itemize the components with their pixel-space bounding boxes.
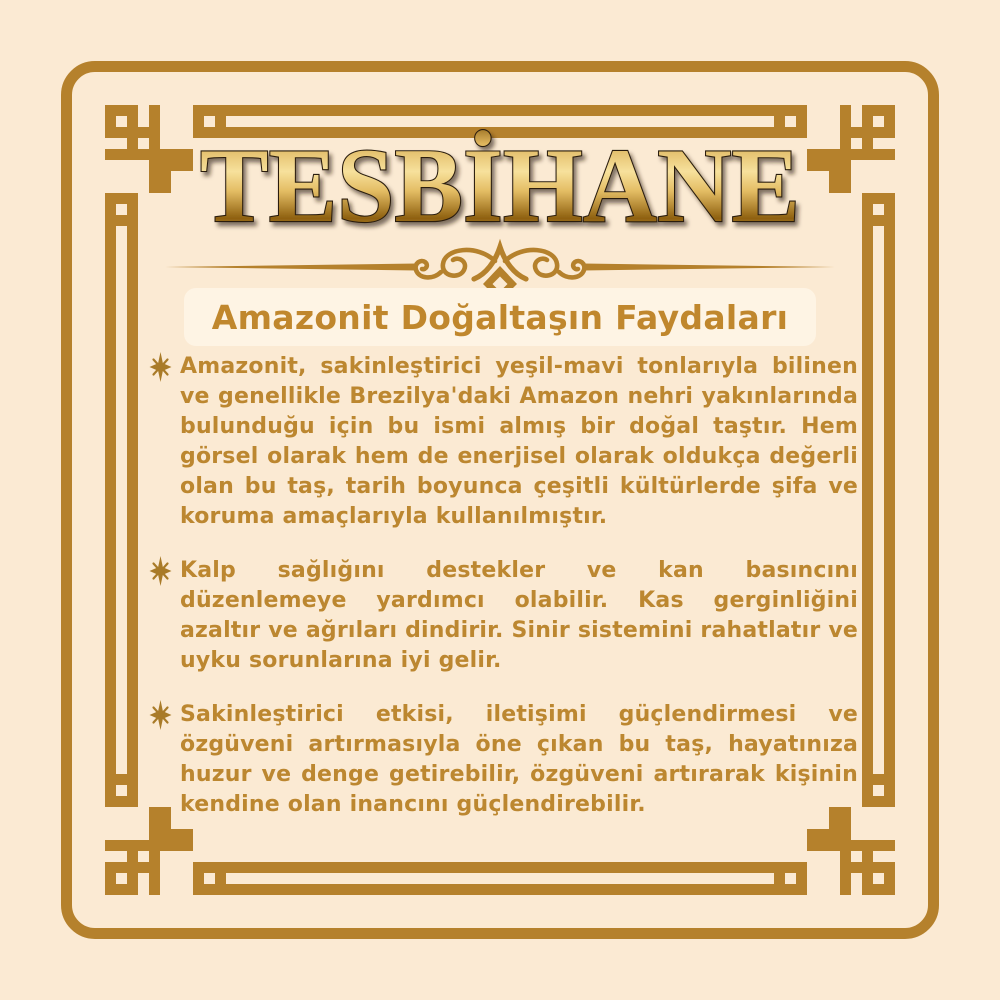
bullet-text: Amazonit, sakinleştirici yeşil-mavi tonlarıyla bilinen ve genellikle Brezilya'daki Amazon nehri yakınlarında bulunduğu için bu ismi almış bir doğal taştır. Hem görsel olarak hem de enerjisel olarak oldukça değerli olan bu taş, tarih boyunca çeşitli kültürlerde şifa ve koruma amaçlarıyla kullanılmıştır.: [180, 354, 858, 529]
sparkle-star-icon: [148, 700, 173, 730]
list-item: [148, 352, 858, 532]
list-item: [148, 700, 858, 820]
benefits-list: [148, 352, 858, 844]
bullet-text: Sakinleştirici etkisi, iletişimi güçlendirmesi ve özgüveni artırmasıyla öne çıkan bu taş, hayatınıza huzur ve denge getirebilir, özgüveni artırarak kişinin kendine olan inancını güçlendirebilir.: [180, 702, 858, 817]
brand-logo-svg: [180, 118, 820, 250]
list-item: [148, 556, 858, 676]
heading-box: [184, 288, 816, 346]
brand-logo: [180, 118, 820, 250]
page-title: Amazonit Doğaltaşın Faydaları: [211, 297, 789, 337]
bullet-text: Kalp sağlığını destekler ve kan basıncını düzenlemeye yardımcı olabilir. Kas gerginliğini azaltır ve ağrıları dindirir. Sinir sistemini rahatlatır ve uyku sorunlarına iyi gelir.: [180, 558, 858, 673]
sparkle-star-icon: [148, 556, 173, 586]
sparkle-star-icon: [148, 352, 173, 382]
brand-name: TESBİHANE: [200, 127, 800, 244]
